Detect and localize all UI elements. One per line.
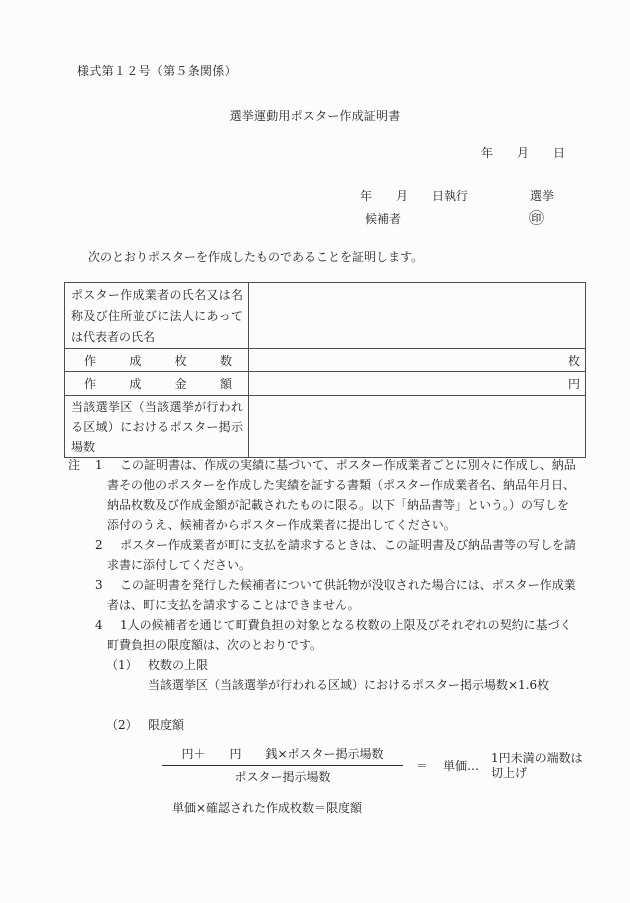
sub-item-title: 限度額 <box>148 718 185 732</box>
unit-label: 枚 <box>567 353 580 368</box>
sub-item-line <box>68 715 576 735</box>
formula-fraction <box>162 746 403 785</box>
note-line: 添付のうえ、候補者からポスター作成業者に提出してください。 <box>107 518 456 532</box>
value-cell <box>249 372 586 396</box>
formula-denominator: ポスター掲示場数 <box>234 770 331 784</box>
sub-item-body: 当該選挙区（当該選挙が行われる区域）におけるポスター掲示場数×1.6枚 <box>148 678 550 692</box>
equals-sign: ＝ <box>416 759 429 773</box>
label-cell: ポスター作成業者の氏名又は名称及び住所並びに法人にあっては代表者の氏名 <box>65 283 249 349</box>
note-line <box>68 575 576 595</box>
unit-price-label: 単価… <box>443 759 480 773</box>
note-line: 書その他のポスターを作成した実績を証する書類（ポスター作成業者名、納品年月日、 <box>107 478 576 492</box>
rounding-note <box>491 751 583 781</box>
note-line <box>68 455 576 475</box>
unit-label: 円 <box>567 377 580 391</box>
label-cell: 作成金額 <box>65 372 249 396</box>
note-line: 町費負担の限度額は、次のとおりです。 <box>107 638 323 652</box>
candidate-label: 候補者 <box>365 211 402 226</box>
note-line <box>68 615 576 635</box>
table-row-poster-sites <box>65 396 586 458</box>
note-line <box>68 535 576 555</box>
execution-date: 年 月 日執行 <box>360 189 469 203</box>
value-cell <box>249 396 586 458</box>
final-formula: 単価×確認された作成枚数＝限度額 <box>172 801 363 815</box>
table-row-maker-name <box>65 283 586 349</box>
table-row-sheet-count <box>65 349 586 372</box>
blank-line <box>68 695 576 715</box>
value-cell <box>249 283 586 349</box>
sub-item-number: （2） <box>106 718 138 732</box>
note-number: 4 <box>95 618 103 632</box>
rounding-note-line: 1円未満の端数は <box>491 750 583 765</box>
note-text: この証明書は、作成の実績に基づいて、ポスター作成業者ごとに別々に作成し、納品 <box>120 458 576 472</box>
execution-date-line <box>360 186 554 208</box>
note-line: 求書に添付してください。 <box>107 558 252 572</box>
seal-stamp-icon: ㊞ <box>529 208 545 227</box>
limit-formula <box>162 746 583 785</box>
note-line: 納品枚数及び作成金額が記載されたものに限る。以下「納品書等」という。）の写しを <box>107 498 570 512</box>
rounding-note-line: 切上げ <box>491 765 528 780</box>
date-line: 年 月 日 <box>480 146 565 160</box>
note-text: ポスター作成業者が町に支払を請求するときは、この証明書及び納品書等の写しを請 <box>120 538 577 552</box>
table-row-amount <box>65 372 586 396</box>
value-cell <box>249 349 586 372</box>
intro-statement: 次のとおりポスターを作成したものであることを証明します。 <box>88 250 424 264</box>
sub-item-line <box>68 655 576 675</box>
election-label: 選挙 <box>530 189 555 203</box>
note-number: 1 <box>95 458 103 472</box>
note-marker: 注 <box>68 458 81 472</box>
note-text: この証明書を発行した候補者について供託物が没収された場合には、ポスター作成業 <box>120 578 576 592</box>
note-number: 3 <box>95 578 103 592</box>
form-number: 様式第１２号（第５条関係） <box>77 64 237 78</box>
note-text: 1人の候補者を通じて町費負担の対象となる枚数の上限及びそれぞれの契約に基づく <box>120 618 572 632</box>
note-line: 者は、町に支払を請求することはできません。 <box>107 598 360 612</box>
label-cell: 作成枚数 <box>65 349 249 372</box>
document-title: 選挙運動用ポスター作成証明書 <box>229 109 401 123</box>
sub-item-title: 枚数の上限 <box>148 658 209 672</box>
notes-section <box>68 455 576 735</box>
formula-numerator: 円＋ 円 銭×ポスター掲示場数 <box>162 746 403 766</box>
note-number: 2 <box>95 538 103 552</box>
signature-block <box>360 186 554 230</box>
label-cell: 当該選挙区（当該選挙が行われる区域）におけるポスター掲示場数 <box>65 396 249 458</box>
sub-item-number: （1） <box>106 658 138 672</box>
candidate-line <box>360 208 554 231</box>
certificate-table <box>64 282 586 458</box>
